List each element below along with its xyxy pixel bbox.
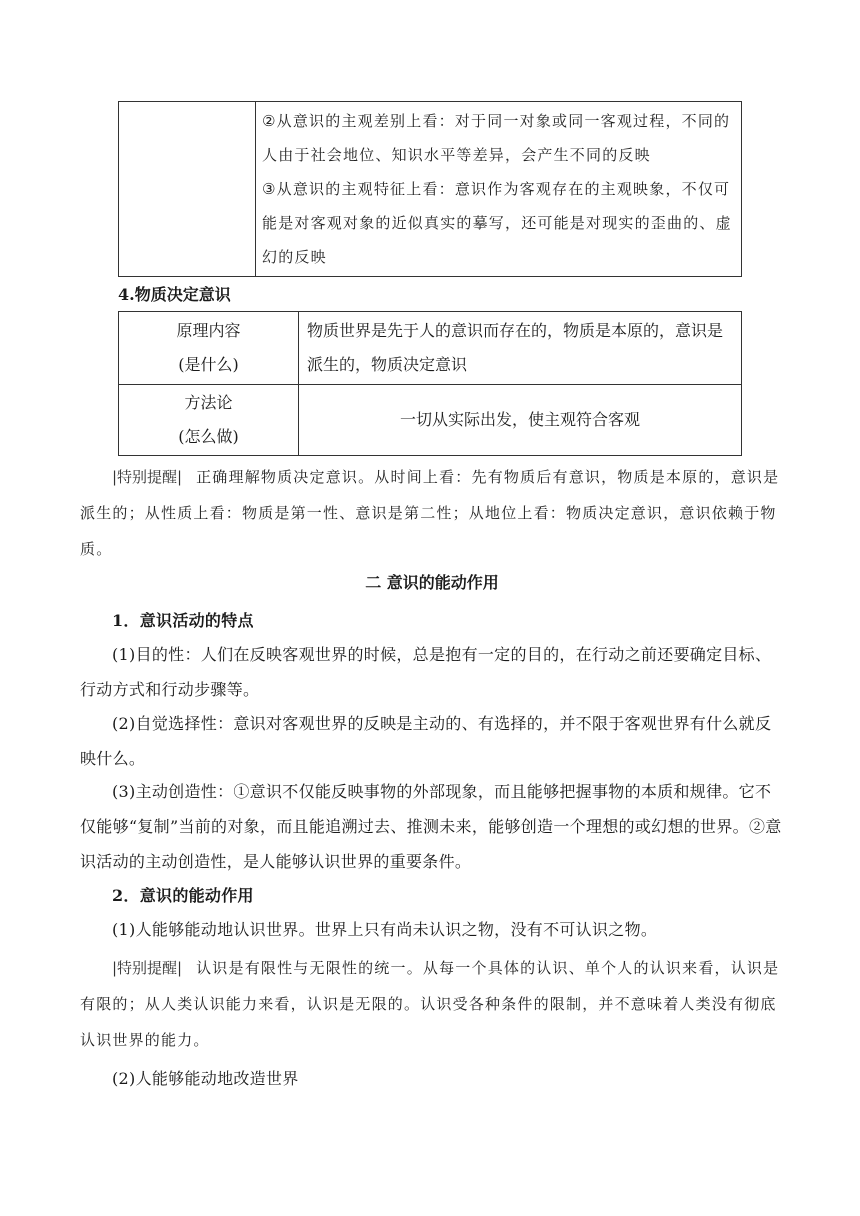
subsection-1-title: 1．意识活动的特点 <box>112 611 254 630</box>
method-label: 方法论 <box>184 393 233 412</box>
paragraph-creativity: (3)主动创造性：①意识不仅能反映事物的外部现象，而且能够把握事物的本质和规律。它不仅能够“复制”当前的对象，而且能追溯过去、推测未来，能够创造一个理想的或幻想的世界。②意识活动的主动创造性，是人能够认识世界的重要条件。 <box>80 782 782 871</box>
special-reminder-1 <box>80 459 784 567</box>
reminder-text: 正确理解物质决定意识。从时间上看：先有物质后有意识，物质是本原的，意识是派生的；从性质上看：物质是第一性、意识是第二性；从地位上看：物质决定意识，意识依赖于物质。 <box>80 468 780 558</box>
principle-content: 物质世界是先于人的意识而存在的，物质是本原的，意识是派生的，物质决定意识 <box>299 312 742 385</box>
paragraph-know-world: (1)人能够能动地认识世界。世界上只有尚未认识之物，没有不可认识之物。 <box>112 920 658 939</box>
paragraph-purpose: (1)目的性：人们在反映客观世界的时候，总是抱有一定的目的，在行动之前还要确定目标、行动方式和行动步骤等。 <box>80 645 772 699</box>
reminder-tag: |特别提醒| <box>112 468 183 486</box>
row-label-principle <box>119 312 299 385</box>
method-content: 一切从实际出发，使主观符合客观 <box>299 385 742 456</box>
principle-sublabel: (是什么) <box>178 355 239 374</box>
matter-determines-table <box>118 311 742 456</box>
consciousness-table <box>118 101 742 277</box>
section-2-heading: 二 意识的能动作用 <box>365 573 499 592</box>
row-label-method <box>119 385 299 456</box>
principle-label: 原理内容 <box>176 321 241 340</box>
reminder-text: 认识是有限性与无限性的统一。从每一个具体的认识、单个人的认识来看，认识是有限的；从人类认识能力来看，认识是无限的。认识受各种条件的限制，并不意味着人类没有彻底认识世界的能力。 <box>80 959 780 1049</box>
section-4-title: 4.物质决定意识 <box>118 285 231 304</box>
method-sublabel: (怎么做) <box>178 427 239 446</box>
table-empty-cell <box>119 102 256 277</box>
paragraph-selectivity: (2)自觉选择性：意识对客观世界的反映是主动的、有选择的，并不限于客观世界有什么就反映什么。 <box>80 714 772 768</box>
point-2-text: ②从意识的主观差别上看：对于同一对象或同一客观过程，不同的人由于社会地位、知识水平等差异，会产生不同的反映 <box>262 112 731 164</box>
reminder-tag: |特别提醒| <box>112 959 183 977</box>
point-3-text: ③从意识的主观特征上看：意识作为客观存在的主观映象，不仅可能是对客观对象的近似真实的摹写，还可能是对现实的歪曲的、虚幻的反映 <box>262 180 732 266</box>
table-content-cell <box>256 102 742 277</box>
subsection-2-title: 2．意识的能动作用 <box>112 886 254 905</box>
special-reminder-2 <box>80 950 784 1058</box>
paragraph-change-world: (2)人能够能动地改造世界 <box>112 1069 299 1088</box>
